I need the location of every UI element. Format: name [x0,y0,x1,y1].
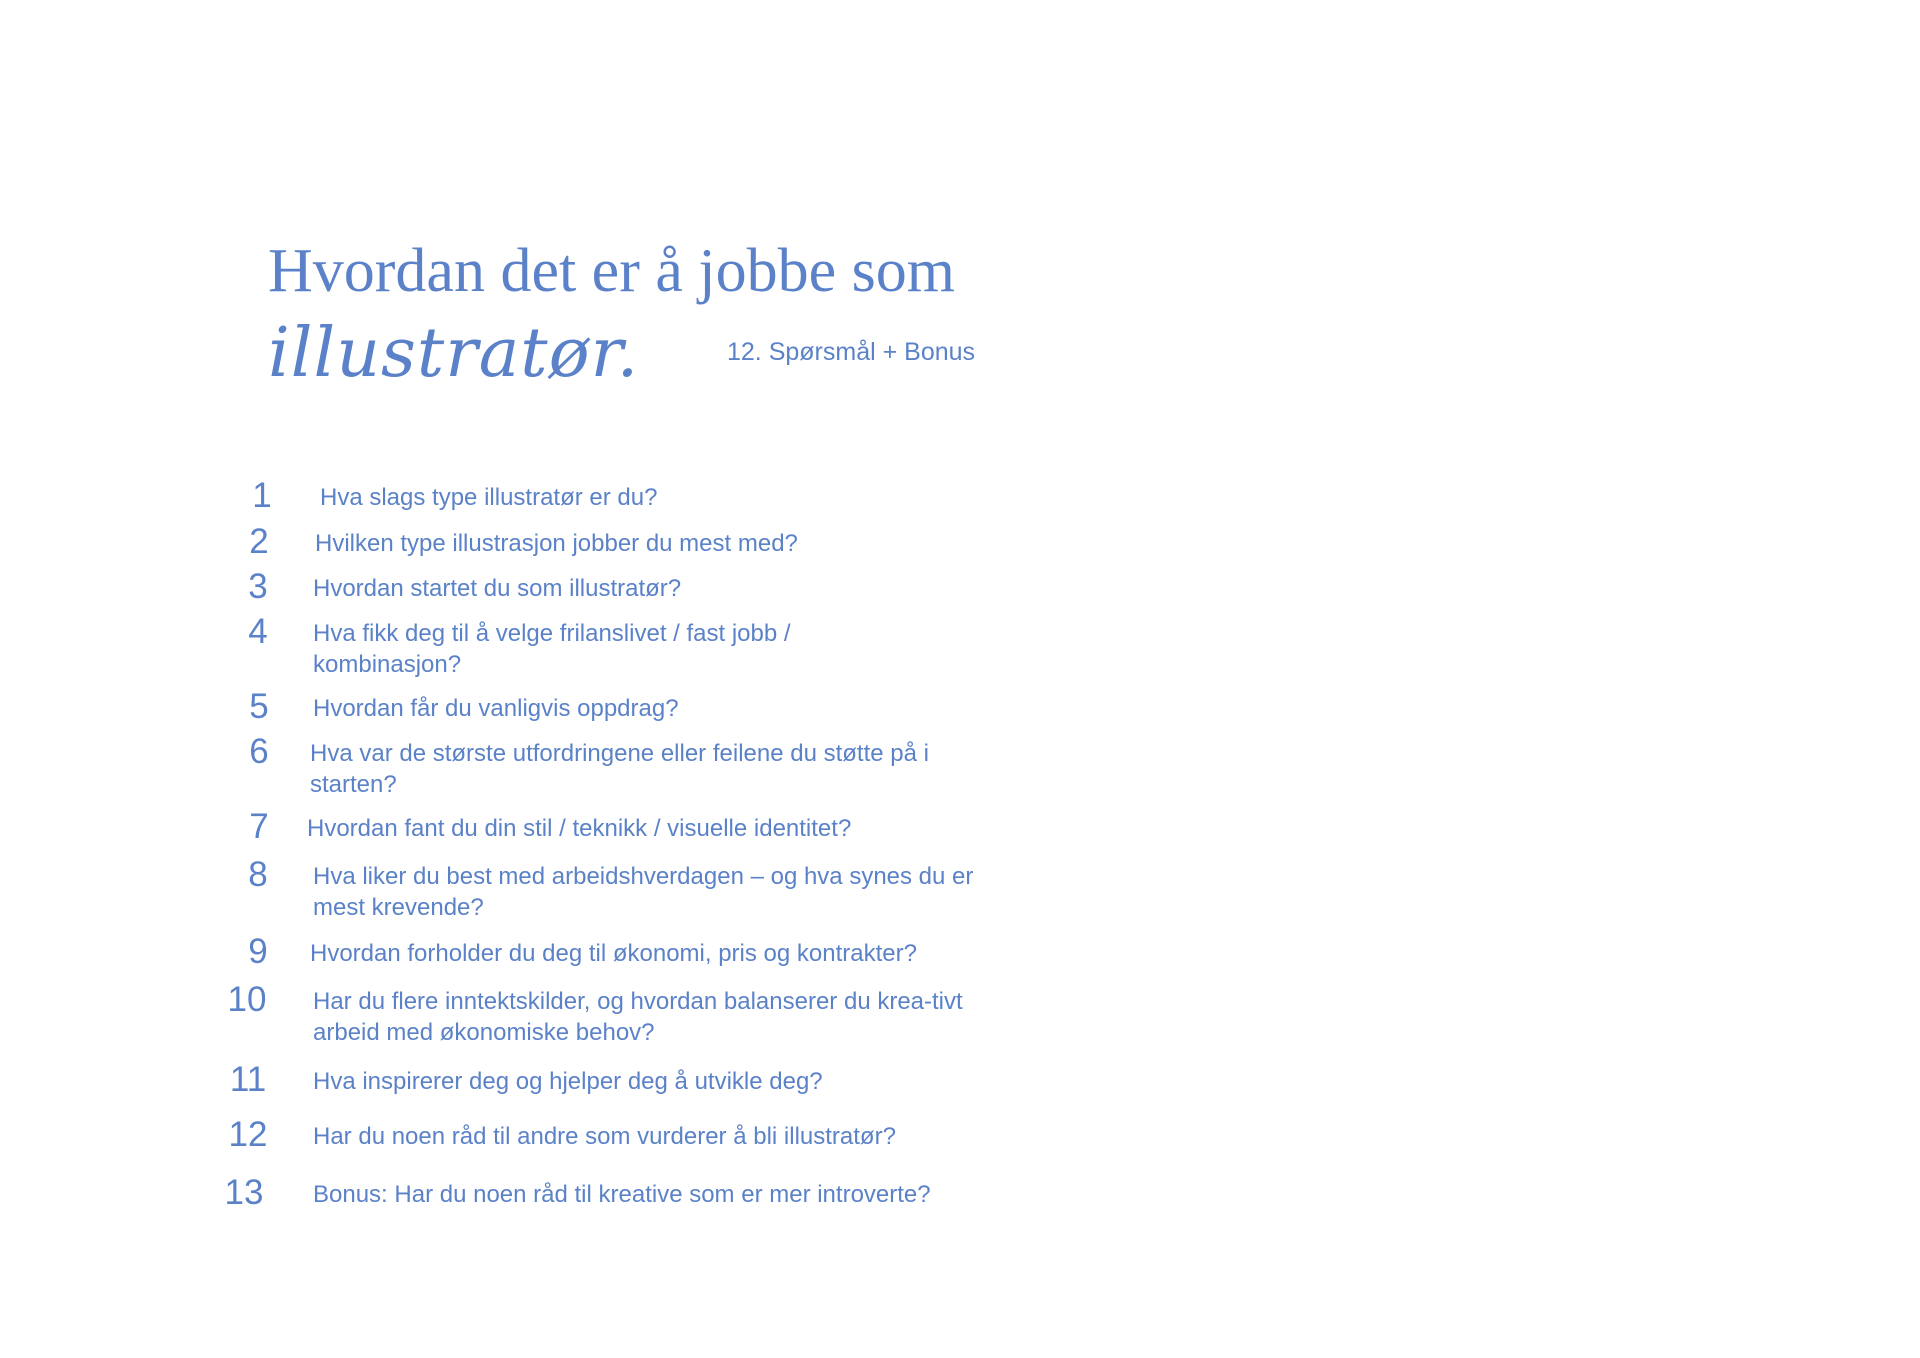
question-text: Hva fikk deg til å velge frilanslivet / fast jobb / kombinasjon? [313,620,791,678]
question-text: Hvilken type illustrasjon jobber du mest med? [315,530,798,557]
page-subtitle: 12. Spørsmål + Bonus [727,338,976,366]
question-text: Hvordan fant du din stil / teknikk / visuelle identitet? [307,815,852,842]
question-number: 12 [228,1115,268,1154]
question-number: 6 [249,732,269,771]
question-number: 9 [248,932,268,971]
question-number: 2 [249,522,269,561]
question-number: 10 [227,980,267,1019]
question-text: Hva liker du best med arbeidshverdagen – og hva synes du er mest krevende? [313,863,974,921]
question-text: Bonus: Har du noen råd til kreative som er mer introverte? [313,1181,931,1208]
page-title-script-word: illustratør. [268,314,640,393]
question-text: Hva inspirerer deg og hjelper deg å utvikle deg? [313,1068,823,1095]
question-text: Hvordan forholder du deg til økonomi, pris og kontrakter? [310,940,917,967]
question-number: 4 [248,612,268,651]
question-text: Hvordan får du vanligvis oppdrag? [313,695,679,722]
question-number: 7 [249,807,269,846]
question-number: 8 [248,855,268,894]
question-number: 1 [252,476,272,515]
question-text: Hvordan startet du som illustratør? [313,575,682,602]
page-title: Hvordan det er å jobbe som [268,237,955,305]
question-text: Har du flere inntektskilder, og hvordan balanserer du krea-tivt arbeid med økonomiske behov? [313,988,963,1046]
question-text: Hva slags type illustratør er du? [320,484,658,511]
question-number: 11 [229,1060,267,1099]
question-number: 3 [248,567,268,606]
question-text: Har du noen råd til andre som vurderer å bli illustratør? [313,1123,896,1150]
question-number: 13 [224,1173,264,1212]
question-number: 5 [249,687,269,726]
question-text: Hva var de største utfordringene eller feilene du støtte på i starten? [310,740,929,798]
